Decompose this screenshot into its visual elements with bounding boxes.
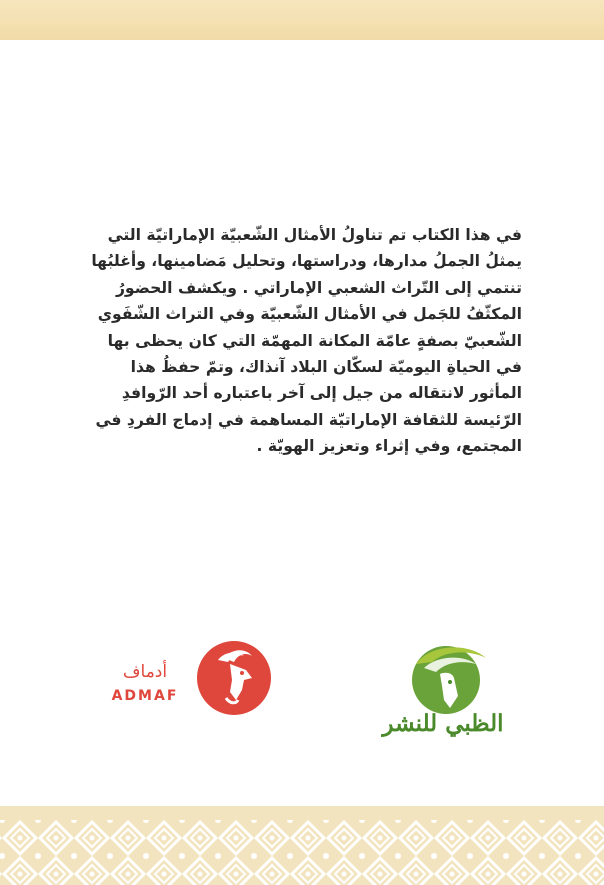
admaf-arabic-name: أدماف (122, 662, 168, 682)
admaf-english-name: ADMAF (111, 688, 179, 704)
blurb-line: يمثلُ الجملُ مدارها، ودراستها، وتحليل مَضامينها، وأغلبُها (91, 252, 522, 271)
back-cover-blurb (88, 222, 522, 460)
blurb-line: الرّئيسة للثقافة الإماراتيّة المساهمة في إدماج الفردِ في (95, 410, 522, 429)
deer-head-icon (406, 638, 488, 716)
publisher-logo (378, 638, 508, 746)
blurb-line: المأثور لانتقاله من جيل إلى آخر باعتباره أحد الرّوافدِ (121, 384, 522, 403)
blurb-line: تنتمي إلى التّراث الشعبي الإماراتي . ويكشف الحضورُ (115, 278, 522, 297)
publisher-name: الظبي للنشر (382, 710, 504, 737)
lattice-pattern-icon (0, 806, 604, 885)
blurb-line: المجتمع، وفي إثراء وتعزيز الهويّة . (256, 437, 522, 456)
gazelle-head-icon (196, 640, 272, 716)
blurb-line: في هذا الكتاب تم تناولُ الأمثال الشّعبيّة الإماراتيّة التي (107, 226, 522, 244)
admaf-logo (98, 640, 274, 730)
top-decorative-band (0, 0, 604, 40)
blurb-line: في الحياةِ اليوميّة لسكّان البلاد آنذاك، وتمّ حفظُ هذا (130, 358, 522, 377)
blurb-line: الشّعبيّ بصفةٍ عامّة المكانة المهمّة التي كان يحظى بها (107, 331, 522, 350)
blurb-line: المكثّفُ للجَمل في الأمثال الشّعبيّة وفي التراث الشّفَوي (97, 305, 522, 324)
bottom-decorative-band (0, 806, 604, 885)
